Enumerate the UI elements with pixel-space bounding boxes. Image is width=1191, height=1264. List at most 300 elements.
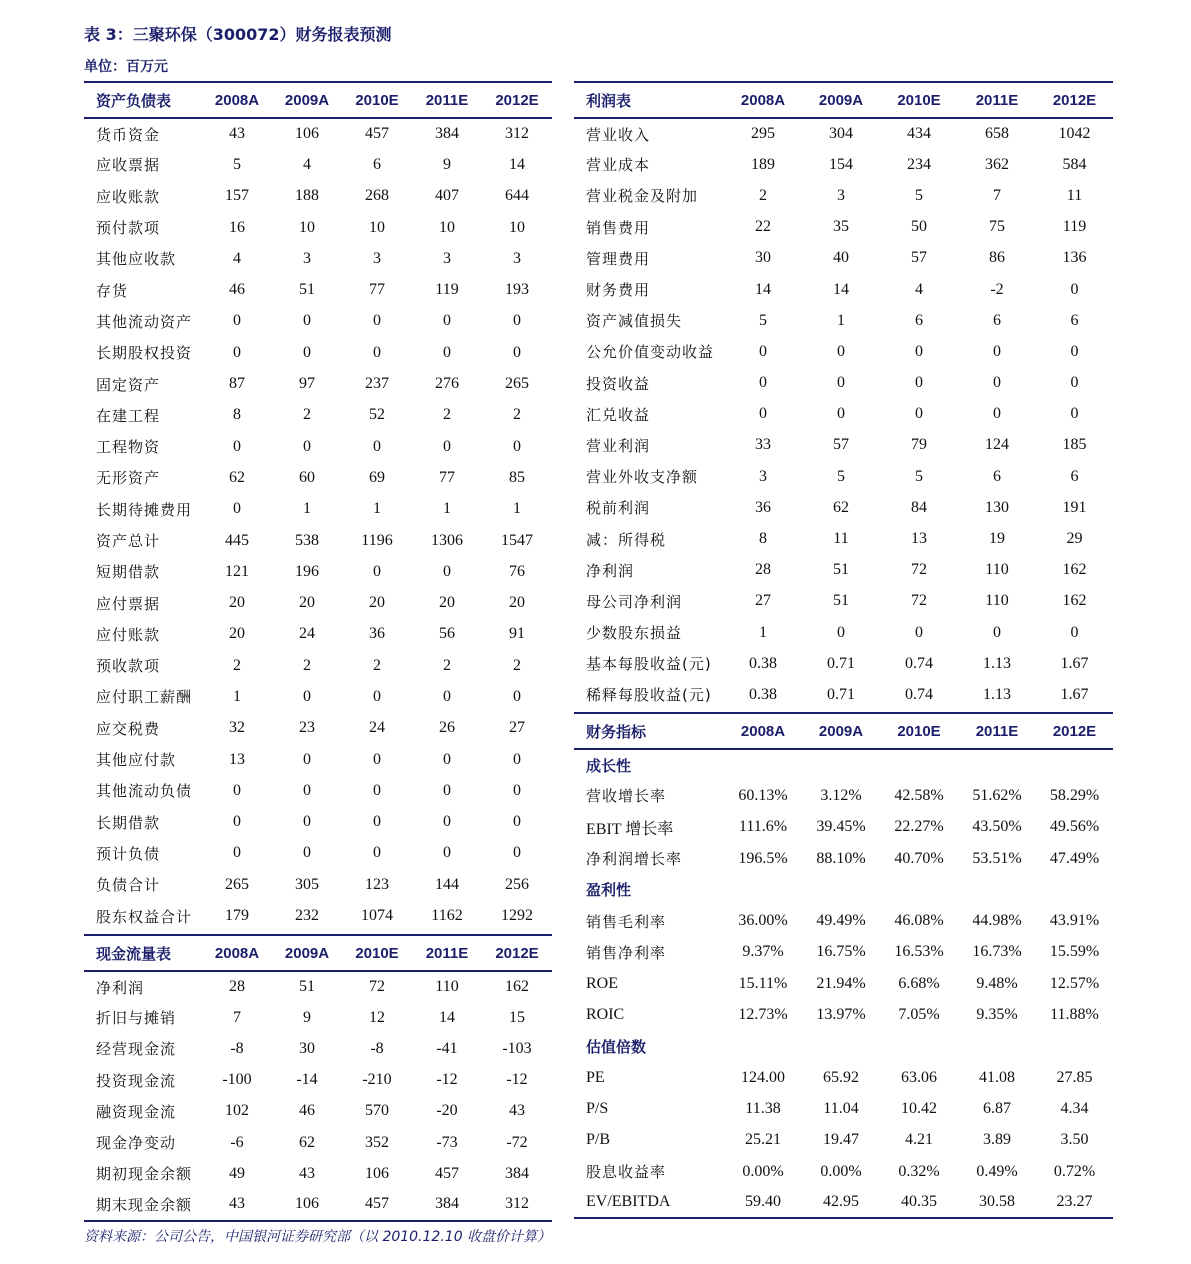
table-row (574, 555, 1113, 586)
cell-value: 0 (303, 343, 311, 361)
cell-value: 5 (759, 311, 767, 329)
table-row (84, 181, 552, 212)
cell-value: 0 (443, 343, 451, 361)
year-header: 2009A (818, 722, 864, 740)
table-row (574, 1187, 1113, 1218)
cell-value: -72 (506, 1133, 528, 1151)
cell-value: 256 (505, 875, 529, 893)
table-row (84, 1127, 552, 1158)
table-row (574, 1062, 1113, 1093)
table-row (574, 780, 1113, 811)
year-header: 2011E (425, 944, 469, 962)
cell-value: 20 (509, 594, 525, 612)
cell-value: 1306 (431, 531, 463, 549)
cell-value: 5 (837, 467, 845, 485)
cell-value: 0 (373, 687, 381, 705)
cash-flow-header (84, 935, 552, 971)
cell-value: 0 (233, 844, 241, 862)
cell-value: 268 (365, 187, 389, 205)
cell-value: 11.38 (745, 1099, 781, 1117)
cell-value: 76 (509, 562, 525, 580)
cell-value: 0 (373, 750, 381, 768)
cell-value: 43 (229, 125, 245, 143)
cell-value: 0 (233, 437, 241, 455)
row-label: ROIC (586, 1006, 625, 1024)
cell-value: 16.73% (972, 943, 1022, 961)
cell-value: 312 (505, 125, 529, 143)
cell-value: -2 (990, 280, 1004, 298)
cell-value: 0 (233, 500, 241, 518)
cell-value: 30 (755, 249, 771, 267)
cell-value: 234 (907, 155, 931, 173)
cell-value: 4 (303, 155, 311, 173)
row-label: 货币资金 (96, 125, 161, 144)
cell-value: 434 (907, 125, 931, 143)
row-label: 其他流动资产 (96, 312, 193, 331)
row-label: 其他应收款 (96, 250, 177, 269)
cell-value: 0 (513, 312, 521, 330)
cell-value: 27 (509, 719, 525, 737)
row-label: EV/EBITDA (586, 1193, 671, 1211)
row-label: 营收增长率 (586, 787, 667, 806)
cell-value: 1 (303, 500, 311, 518)
cell-value: 62 (833, 498, 849, 516)
cell-value: 3 (443, 249, 451, 267)
cell-value: 14 (755, 280, 771, 298)
table-row (574, 1031, 1113, 1062)
cell-value: 362 (985, 155, 1009, 173)
cell-value: 41.08 (979, 1068, 1015, 1086)
cell-value: 75 (989, 218, 1005, 236)
row-label: 营业外收支净额 (586, 468, 699, 487)
row-label: 公允价值变动收益 (586, 343, 715, 362)
cell-value: 0 (233, 343, 241, 361)
cell-value: 91 (509, 625, 525, 643)
cell-value: 72 (369, 978, 385, 996)
cell-value: 3.89 (983, 1131, 1011, 1149)
table-row (574, 492, 1113, 523)
row-label: 长期待摊费用 (96, 500, 193, 519)
cell-value: 6.68% (898, 974, 940, 992)
cell-value: 121 (225, 562, 249, 580)
cell-value: 16.75% (816, 943, 866, 961)
cell-value: 14 (833, 280, 849, 298)
row-label: 稀释每股收益(元) (586, 686, 712, 705)
cell-value: 79 (911, 436, 927, 454)
cell-value: 0 (915, 623, 923, 641)
row-label: ROE (586, 974, 618, 992)
year-header: 2008A (740, 722, 786, 740)
cell-value: 63.06 (901, 1068, 937, 1086)
cell-value: 86 (989, 249, 1005, 267)
cell-value: 384 (435, 1195, 459, 1213)
row-label: 销售毛利率 (586, 912, 667, 931)
cash-flow-table (84, 934, 552, 1222)
cell-value: 0 (443, 781, 451, 799)
balance-sheet-table (84, 81, 552, 932)
cell-value: 10 (299, 218, 315, 236)
cell-value: 3 (837, 186, 845, 204)
cell-value: 0 (373, 437, 381, 455)
table-heading: 现金流量表 (96, 944, 172, 963)
table-row (84, 431, 552, 462)
unit-label: 单位：百万元 (84, 59, 168, 75)
cell-value: 0 (993, 342, 1001, 360)
table-row (84, 274, 552, 305)
cell-value: 40 (833, 249, 849, 267)
table-row (84, 619, 552, 650)
cell-value: 295 (751, 125, 775, 143)
cell-value: 6.87 (983, 1099, 1011, 1117)
cell-value: 6 (993, 311, 1001, 329)
cell-value: 23 (299, 719, 315, 737)
row-label: 资产减值损失 (586, 312, 683, 331)
table-row (574, 243, 1113, 274)
table-row (574, 399, 1113, 430)
cell-value: 0 (513, 437, 521, 455)
cell-value: 384 (435, 125, 459, 143)
cell-value: 9.37% (742, 943, 784, 961)
cell-value: 0 (373, 312, 381, 330)
cell-value: 0 (915, 405, 923, 423)
table-row (574, 305, 1113, 336)
cell-value: -100 (222, 1071, 252, 1089)
cell-value: 1.13 (983, 654, 1011, 672)
cell-value: 312 (505, 1195, 529, 1213)
cell-value: 50 (911, 218, 927, 236)
row-label: 长期股权投资 (96, 344, 193, 363)
cell-value: 6 (1070, 311, 1079, 329)
cell-value: 3 (373, 249, 381, 267)
row-label: 应付账款 (96, 625, 161, 644)
cell-value: -8 (370, 1039, 384, 1057)
cell-value: 196.5% (738, 849, 788, 867)
cell-value: 106 (295, 125, 319, 143)
cell-value: 2 (303, 656, 311, 674)
cell-value: 62 (299, 1133, 315, 1151)
table-row (574, 212, 1113, 243)
cell-value: 9 (303, 1008, 311, 1026)
cell-value: 1 (233, 687, 241, 705)
cell-value: 0 (837, 623, 845, 641)
cell-value: 1.13 (983, 685, 1011, 703)
row-label: P/S (586, 1099, 609, 1117)
row-label: 预付款项 (96, 219, 161, 238)
cell-value: 162 (505, 978, 529, 996)
cell-value: 237 (365, 375, 389, 393)
table-row (84, 306, 552, 337)
cell-value: 0 (1070, 374, 1079, 392)
cell-value: 0 (303, 844, 311, 862)
cell-value: -210 (362, 1071, 392, 1089)
table-row (84, 118, 552, 149)
cell-value: 36.00% (738, 912, 788, 930)
table-row (84, 556, 552, 587)
cell-value: 0 (837, 342, 845, 360)
cell-value: 265 (225, 875, 249, 893)
row-label: 期初现金余额 (96, 1165, 193, 1184)
cell-value: -41 (436, 1039, 458, 1057)
cell-value: 0 (443, 562, 451, 580)
section-label: 估值倍数 (586, 1037, 647, 1056)
financial-indicators-table (574, 712, 1113, 1219)
cell-value: 43 (299, 1164, 315, 1182)
cell-value: 8 (233, 406, 241, 424)
cell-value: 77 (439, 468, 455, 486)
row-label: 投资收益 (586, 374, 651, 393)
cell-value: 30 (299, 1039, 315, 1057)
cell-value: 7.05% (898, 1006, 940, 1024)
year-header: 2011E (975, 91, 1019, 109)
cell-value: 384 (505, 1164, 529, 1182)
cell-value: 119 (1062, 218, 1087, 236)
cell-value: 445 (225, 531, 249, 549)
table-row (84, 1158, 552, 1189)
cell-value: -6 (230, 1133, 244, 1151)
row-label: 股息收益率 (586, 1163, 667, 1181)
table-heading: 资产负债表 (96, 91, 172, 110)
table-row (574, 648, 1113, 679)
cell-value: 85 (509, 468, 525, 486)
cell-value: 62 (229, 468, 245, 486)
row-label: 应收账款 (96, 187, 161, 206)
table-row (84, 1189, 552, 1220)
cell-value: 106 (365, 1164, 389, 1182)
year-header: 2010E (897, 91, 941, 109)
cell-value: 2 (443, 406, 451, 424)
cell-value: -73 (436, 1133, 458, 1151)
cell-value: 1 (513, 500, 521, 518)
income-statement-table (574, 81, 1113, 711)
row-label: 负债合计 (96, 876, 161, 895)
cell-value: 0 (233, 781, 241, 799)
cell-value: 0 (373, 781, 381, 799)
row-label: 财务费用 (586, 281, 651, 300)
table-row (574, 118, 1113, 149)
cell-value: 538 (295, 531, 319, 549)
table-row (84, 650, 552, 681)
cell-value: 0 (443, 312, 451, 330)
cell-value: 457 (365, 125, 389, 143)
cell-value: 4 (233, 249, 241, 267)
row-label: 期末现金余额 (96, 1195, 193, 1214)
row-label: 无形资产 (96, 469, 161, 488)
cell-value: 0 (303, 781, 311, 799)
table-title: 表 3：三聚环保（300072）财务报表预测 (84, 25, 392, 44)
cell-value: -103 (502, 1039, 532, 1057)
source-note: 资料来源：公司公告，中国银河证券研究部（以 2010.12.10 收盘价计算） (84, 1229, 552, 1245)
table-row (574, 617, 1113, 648)
row-label: 基本每股收益(元) (586, 655, 712, 674)
cell-value: 13 (229, 750, 245, 768)
cell-value: 29 (1066, 530, 1083, 548)
cell-value: 88.10% (816, 849, 866, 867)
table-row (574, 461, 1113, 492)
cell-value: 2 (373, 656, 381, 674)
cell-value: 0 (513, 844, 521, 862)
cell-value: 13.97% (816, 1006, 866, 1024)
cell-value: 57 (911, 249, 927, 267)
table-row (84, 1033, 552, 1064)
cell-value: 51 (833, 561, 849, 579)
cell-value: 49 (229, 1164, 245, 1182)
cell-value: 0.00% (820, 1162, 862, 1180)
year-header: 2008A (214, 91, 260, 109)
cell-value: 20 (229, 625, 245, 643)
row-label: 税前利润 (586, 499, 651, 518)
cell-value: 0 (513, 750, 521, 768)
table-row (84, 212, 552, 243)
cell-value: 457 (365, 1195, 389, 1213)
balance-sheet-header (84, 82, 552, 118)
cell-value: 6 (915, 311, 923, 329)
cell-value: 13 (911, 530, 927, 548)
row-label: P/B (586, 1131, 611, 1149)
cell-value: 0 (233, 813, 241, 831)
cell-value: 8 (759, 530, 767, 548)
cell-value: 51 (833, 592, 849, 610)
cell-value: 2 (233, 656, 241, 674)
cell-value: 644 (505, 187, 529, 205)
cell-value: 0 (1070, 342, 1079, 360)
cell-value: 46 (229, 281, 245, 299)
table-row (84, 462, 552, 493)
row-label: 净利润增长率 (586, 850, 683, 869)
cell-value: 15 (509, 1008, 525, 1026)
cell-value: 59.40 (745, 1193, 781, 1211)
cell-value: 46 (299, 1102, 315, 1120)
cell-value: 304 (829, 125, 853, 143)
cell-value: 2 (513, 656, 521, 674)
cell-value: 43.91% (1049, 912, 1100, 930)
row-label: 汇兑收益 (586, 405, 651, 424)
cell-value: 0 (759, 342, 767, 360)
cell-value: 24 (369, 719, 385, 737)
cell-value: 58.29% (1049, 786, 1100, 804)
cell-value: 72 (911, 561, 927, 579)
cell-value: 0 (759, 374, 767, 392)
cell-value: 0 (443, 437, 451, 455)
row-label: 净利润 (586, 561, 635, 580)
table-row (84, 587, 552, 618)
cell-value: 124.00 (741, 1068, 785, 1086)
year-header: 2008A (214, 944, 260, 962)
cell-value: 0 (1070, 280, 1079, 298)
section-label: 成长性 (586, 756, 632, 775)
cell-value: 19 (989, 530, 1005, 548)
row-label: 工程物资 (96, 438, 161, 457)
cell-value: 6 (993, 467, 1001, 485)
year-header: 2009A (818, 91, 864, 109)
year-header: 2010E (355, 944, 399, 962)
table-row (574, 749, 1113, 780)
cell-value: 19.47 (823, 1131, 859, 1149)
cell-value: 20 (299, 594, 315, 612)
cell-value: 0.72% (1053, 1162, 1096, 1180)
cell-value: 0.74 (905, 654, 933, 672)
cell-value: 0 (513, 781, 521, 799)
table-row (574, 679, 1113, 710)
cell-value: 0 (993, 405, 1001, 423)
table-row (84, 525, 552, 556)
cell-value: 0 (837, 374, 845, 392)
cell-value: 36 (755, 498, 771, 516)
cell-value: 0 (915, 374, 923, 392)
table-row (84, 775, 552, 806)
cell-value: 0 (513, 687, 521, 705)
cell-value: 12.73% (738, 1006, 788, 1024)
cell-value: 42.95 (823, 1193, 859, 1211)
cell-value: 0 (759, 405, 767, 423)
row-label: 管理费用 (586, 249, 651, 268)
cell-value: -12 (436, 1071, 458, 1089)
table-row (574, 812, 1113, 843)
cell-value: 47.49% (1049, 849, 1100, 867)
cell-value: 0 (373, 343, 381, 361)
cell-value: 22.27% (894, 818, 944, 836)
table-row (84, 337, 552, 368)
cell-value: 7 (993, 186, 1001, 204)
table-row (574, 368, 1113, 399)
cell-value: 1 (759, 623, 767, 641)
row-label: 长期借款 (96, 813, 161, 832)
cell-value: 119 (435, 281, 459, 299)
cell-value: 2 (303, 406, 311, 424)
cell-value: 36 (369, 625, 385, 643)
cell-value: 3 (759, 467, 767, 485)
cell-value: 0.38 (749, 654, 777, 672)
cell-value: 72 (911, 592, 927, 610)
cell-value: 43 (509, 1102, 525, 1120)
cell-value: 110 (435, 978, 459, 996)
cell-value: 28 (755, 561, 771, 579)
cell-value: 102 (225, 1102, 249, 1120)
table-row (574, 999, 1113, 1030)
cell-value: 0 (303, 813, 311, 831)
row-label: 存货 (96, 281, 129, 300)
cell-value: 106 (295, 1195, 319, 1213)
income-statement-header (574, 82, 1113, 118)
cell-value: 0 (303, 687, 311, 705)
cell-value: 60.13% (738, 786, 788, 804)
cell-value: 0 (993, 374, 1001, 392)
cell-value: 5 (233, 155, 241, 173)
cell-value: 0.71 (827, 654, 855, 672)
cell-value: 265 (505, 375, 529, 393)
row-label: 资产总计 (96, 532, 161, 550)
cell-value: 154 (829, 155, 853, 173)
table-row (84, 400, 552, 431)
cell-value: -12 (506, 1071, 528, 1089)
table-row (574, 180, 1113, 211)
cell-value: 0.49% (976, 1162, 1018, 1180)
cell-value: 15.11% (738, 974, 788, 992)
cell-value: 3 (303, 249, 311, 267)
row-label: 固定资产 (96, 375, 161, 394)
cell-value: 26 (439, 719, 455, 737)
row-label: 在建工程 (96, 406, 161, 425)
year-header: 2009A (284, 944, 330, 962)
cell-value: 1 (373, 500, 381, 518)
cell-value: 49.56% (1049, 818, 1100, 836)
cell-value: 9.35% (976, 1006, 1018, 1024)
cell-value: 162 (1062, 561, 1087, 579)
cell-value: 23.27 (1056, 1193, 1093, 1211)
cell-value: 87 (229, 375, 245, 393)
cell-value: 51 (299, 281, 315, 299)
row-label: 短期借款 (96, 563, 161, 582)
row-label: 融资现金流 (96, 1102, 177, 1121)
